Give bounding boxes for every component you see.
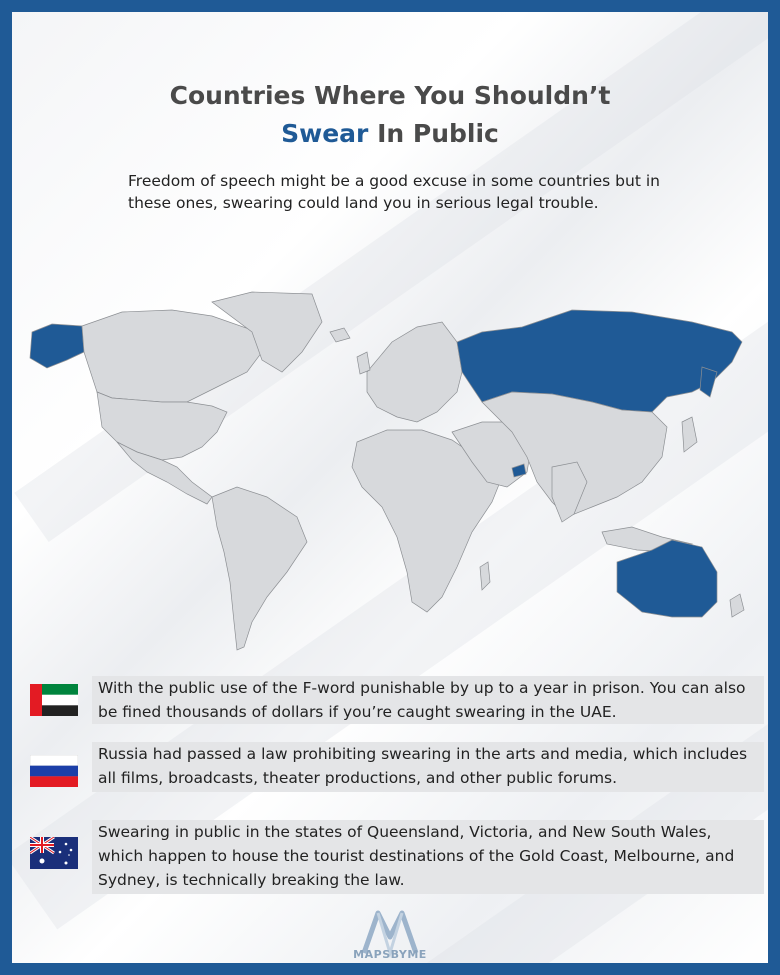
canada-region: [82, 310, 262, 402]
usa-region: [97, 392, 227, 460]
australia-flag-icon: [30, 837, 78, 869]
logo-text: MAPSBYME: [353, 948, 427, 961]
madagascar-region: [480, 562, 490, 590]
russia-flag-icon: [30, 755, 78, 787]
europe-region: [367, 322, 462, 422]
iceland-region: [330, 328, 350, 342]
new-zealand-region: [730, 594, 744, 617]
uae-flag-icon: [30, 684, 78, 716]
uk-region: [357, 352, 370, 374]
alaska-region: [30, 324, 84, 368]
australia-region: [617, 540, 717, 617]
world-map: [12, 282, 768, 682]
title-rest: In Public: [368, 119, 499, 148]
title-accent-word: Swear: [281, 119, 369, 148]
uae-description: With the public use of the F-word punishable by up to a year in prison. You can also be fined thousands of dollars if you’re caught swearing in the UAE.: [92, 676, 764, 724]
japan-region: [682, 417, 697, 452]
page-title-line-1: Countries Where You Shouldn’t: [169, 81, 611, 110]
south-america-region: [212, 487, 307, 650]
russia-description: Russia had passed a law prohibiting swearing in the arts and media, which includes all films, broadcasts, theater productions, and other public forums.: [92, 742, 764, 792]
page-title-line-2: [12, 116, 768, 152]
india-region: [552, 462, 587, 522]
intro-paragraph: Freedom of speech might be a good excuse in some countries but in these ones, swearing could land you in serious legal trouble.: [128, 172, 660, 212]
kamchatka-region: [700, 367, 717, 397]
infographic-card: [12, 12, 768, 963]
australia-description: Swearing in public in the states of Queensland, Victoria, and New South Wales, which happen to house the tourist destinations of the Gold Coast, Melbourne, and Sydney, is technically breaking the law.: [92, 820, 764, 894]
